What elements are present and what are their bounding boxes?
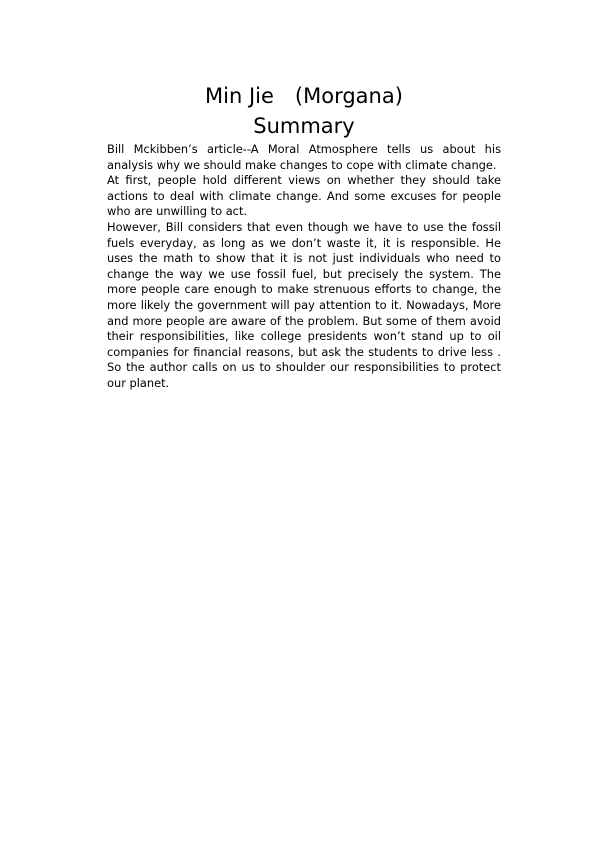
author-name-title: Min Jie (Morgana) (205, 84, 403, 108)
paragraph-argument: However, Bill considers that even though we have to use the fossil fuels everyday, as long as we don’t waste it, it is responsible. He uses the math to show that it is not just individuals who need to change the way we use fossil fuel, but precisely the system. The more people care enough to make strenuous efforts to change, the more likely the government will pay attention to it. Nowadays, More and more people are aware of the problem. But some of them avoid their responsibilities, like college presidents won’t stand up to oil companies for financial reasons, but ask the students to drive less . So the author calls on us to shoulder our responsibilities to protect our planet. (107, 219, 501, 390)
summary-body (107, 142, 501, 392)
title-block (107, 81, 501, 141)
paragraph-intro: Bill Mckibben’s article--A Moral Atmosphere tells us about his analysis why we should make changes to cope with climate change. (107, 142, 501, 172)
summary-heading: Summary (253, 114, 355, 138)
paragraph-views: At first, people hold different views on whether they should take actions to deal with climate change. And some excuses for people who are unwilling to act. (107, 173, 501, 219)
